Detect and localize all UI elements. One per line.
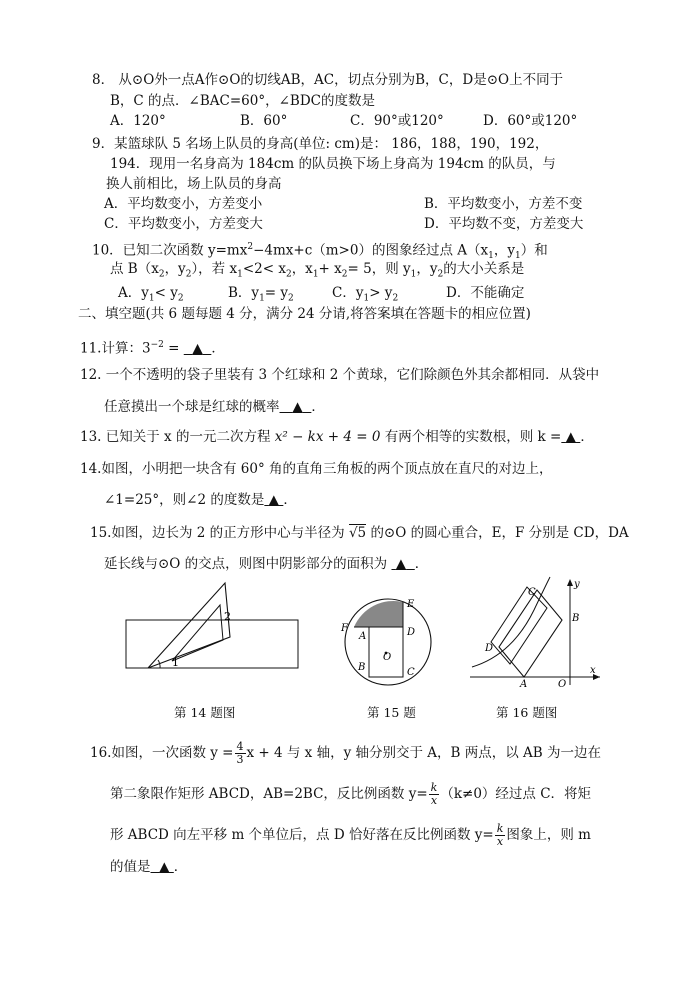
q10-line2: 点 $B(x_2$，$y_2$），若 $x_1<2< x_2$，$x_1+ x_2= 5$，则 $y_1$，$y_2$的大小关系是 [110,261,525,280]
q14-line2: ∠1=25°，则∠2 的度数是 ▲ ． [104,492,297,508]
label-o: O [383,652,392,663]
caption-fig16: 第 16 题图 [496,705,558,720]
q8-option-c: C．90°或120° [350,113,444,129]
q10-line1: 10．已知二次函数 $y=mx^2-4mx+c(m>0)$的图象经过点 $A(x_1$，$y_1$）和 [92,242,548,262]
section2-heading: 二、填空题(共 6 题每题 4 分，满分 24 分请,将答案填在答题卡的相应位置) [78,306,531,322]
q9-option-b: B．平均数变小，方差不变 [424,196,583,212]
label-c: C [528,587,536,598]
q12-line1: 12. 一个不透明的袋子里装有 3 个红球和 2 个黄球，它们除颜色外其余都相同．从袋中 [80,367,600,383]
rectangle-shifted [491,587,547,664]
y-axis-arrow [567,579,573,586]
q10-option-c: C．$y_1> y_2$ [332,285,399,304]
label-a: A [359,631,367,642]
q10-option-b: B．$y_1= y_2$ [228,285,294,304]
label-o: O [558,679,567,690]
triangle-outer [148,583,230,668]
q9-line3: 换人前相比，场上队员的身高 [106,176,282,192]
q9-line1: 9．某篮球队 5 名场上队员的身高(单位: cm)是： 186，188，190，192， [92,136,549,152]
figure-14 [120,580,310,675]
q8-option-b: B．60° [240,113,288,129]
q16-line2: 第二象限作矩形 ABCD，AB=2BC，反比例函数 y= $\frac{k}{x}$ （k≠0）经过点 C．将矩 [110,781,592,807]
q16-line4: 的值是 ▲ ． [110,859,188,875]
q8-line1: 8． 从⊙O外一点A作⊙O的切线AB，AC，切点分别为B，C，D是⊙O上不同于 [92,72,564,88]
caption-fig15: 第 15 题 [367,705,416,720]
label-c: C [407,667,415,678]
q15-line1: 15.如图，边长为 2 的正方形中心与半径为 √5 的⊙O 的圆心重合，E，F 分别是 CD，DA [90,525,629,541]
q9-line2: 194．现用一名身高为 184cm 的队员换下场上身高为 194cm 的队员，与 [110,156,556,172]
q10-option-a: A．$y_1< y_2$ [118,285,184,304]
shaded-region [354,601,403,627]
q10-option-d: D．不能确定 [446,285,525,301]
label-x: x [590,665,596,676]
q15-line2: 延长线与⊙O 的交点，则图中阴影部分的面积为 ▲ ． [104,556,429,572]
q8-option-a: A．120° [110,113,166,129]
caption-fig14: 第 14 题图 [174,705,236,720]
label-e: E [407,599,415,610]
label-d: D [485,643,494,654]
label-a: A [520,679,528,690]
q16-line3: 形 ABCD 向左平移 m 个单位后，点 D 恰好落在反比例函数 y= $\frac{k}{x}$ 图象上，则 m [110,822,591,848]
angle1-label: 1 [172,656,179,669]
q9-option-d: D．平均数不变，方差变大 [424,216,584,232]
label-d: D [407,627,416,638]
q8-line2: B，C 的点．∠BAC=60°，∠BDC的度数是 [110,93,375,109]
q9-option-c: C．平均数变小，方差变大 [104,216,263,232]
q9-option-a: A．平均数变小，方差变小 [104,196,263,212]
label-b: B [572,613,580,624]
label-y: y [574,579,580,590]
q8-option-d: D．60°或120° [483,113,578,129]
q12-line2: 任意摸出一个球是红球的概率 ▲ ． [104,399,325,415]
figure-15 [333,590,443,690]
q14-line1: 14.如图，小明把一块含有 60° 角的直角三角板的两个顶点放在直尺的对边上， [80,461,553,477]
angle2-label: 2 [224,610,231,623]
label-b: B [358,662,366,673]
q11: 11.计算：$3^{-2}$ = ▲ ． [80,340,225,357]
figure-16 [462,575,612,690]
q13: 13. 已知关于 x 的一元二次方程 x² − kx + 4 = 0 有两个相等的实数根，则 k = ▲ ． [80,429,594,445]
q16-line1: 16.如图，一次函数 y = $\frac{4}{3}$ x + 4 与 x 轴，y 轴分别交于 A，B 两点，以 AB 为一边在 [90,740,602,766]
label-f: F [341,623,348,634]
